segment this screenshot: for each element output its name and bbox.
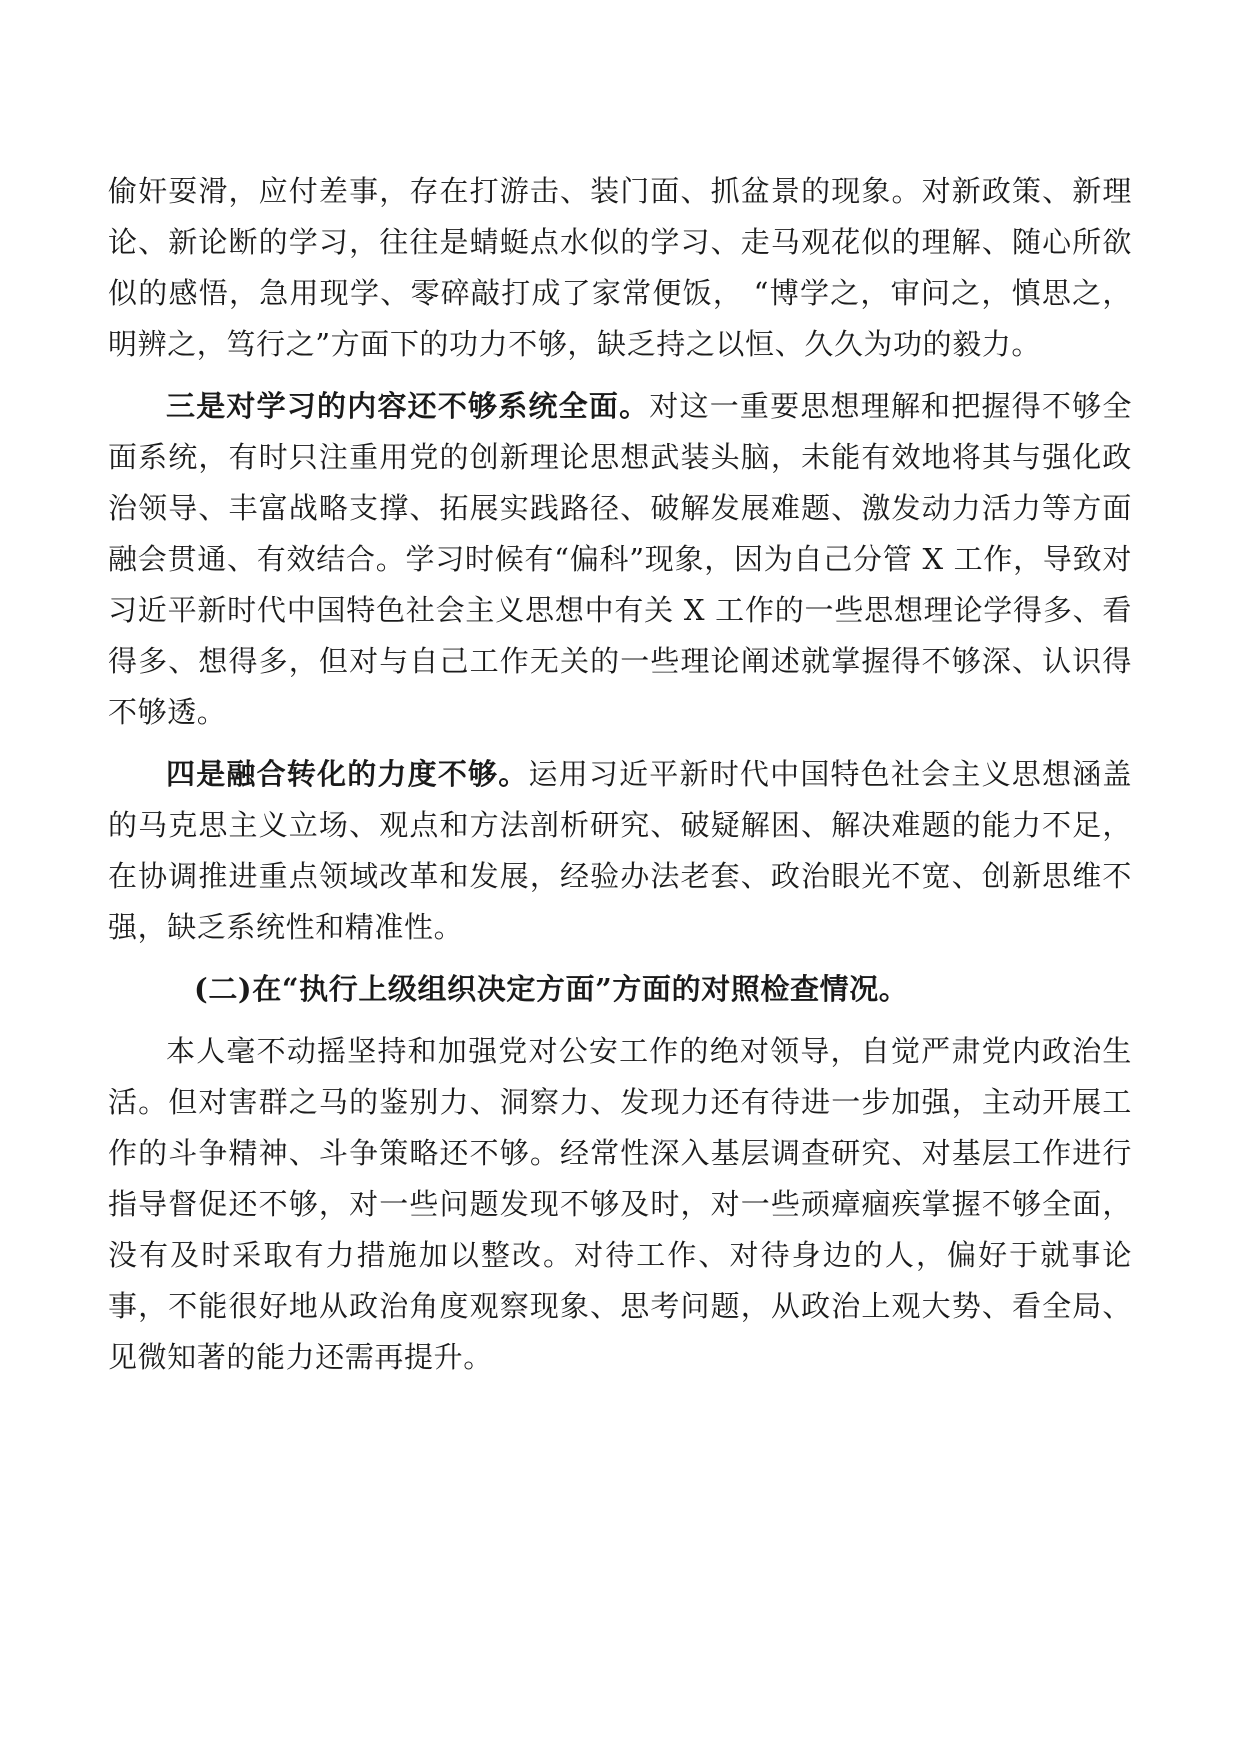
paragraph-item-three <box>108 381 1132 738</box>
paragraph-text: 偷奸耍滑，应付差事，存在打游击、装门面、抓盆景的现象。对新政策、新理论、新论断的学习，往往是蜻蜓点水似的学习、走马观花似的理解、随心所欲似的感悟，急用现学、零碎敲打成了家常便饭， “博学之，审问之，慎思之，明辨之，笃行之”方面下的功力不够，缺乏持之以恒、久久为功的毅力。 <box>108 174 1132 361</box>
paragraph-section-body <box>108 1026 1132 1383</box>
paragraph-lead: 三是对学习的内容还不够系统全面。 <box>166 389 650 423</box>
paragraph-text: 本人毫不动摇坚持和加强党对公安工作的绝对领导，自觉严肃党内政治生活。但对害群之马的鉴别力、洞察力、发现力还有待进一步加强，主动开展工作的斗争精神、斗争策略还不够。经常性深入基层调查研究、对基层工作进行指导督促还不够，对一些问题发现不够及时，对一些顽瘴痼疾掌握不够全面，没有及时采取有力措施加以整改。对待工作、对待身边的人，偏好于就事论事，不能很好地从政治角度观察现象、思考问题，从政治上观大势、看全局、见微知著的能力还需再提升。 <box>108 1034 1132 1374</box>
document-page <box>108 166 1132 1383</box>
paragraph-item-four <box>108 749 1132 953</box>
paragraph-continued <box>108 166 1132 370</box>
paragraph-text: 对这一重要思想理解和把握得不够全面系统，有时只注重用党的创新理论思想武装头脑，未能有效地将其与强化政治领导、丰富战略支撑、拓展实践路径、破解发展难题、激发动力活力等方面融会贯通、有效结合。学习时候有“偏科”现象，因为自己分管 X 工作，导致对习近平新时代中国特色社会主义思想中有关 X 工作的一些思想理论学得多、看得多、想得多，但对与自己工作无关的一些理论阐述就掌握得不够深、认识得不够透。 <box>108 389 1132 729</box>
paragraph-text: 运用习近平新时代中国特色社会主义思想涵盖的马克思主义立场、观点和方法剖析研究、破疑解困、解决难题的能力不足，在协调推进重点领域改革和发展，经验办法老套、政治眼光不宽、创新思维不强，缺乏系统性和精准性。 <box>108 757 1132 944</box>
section-heading: (二)在“执行上级组织决定方面”方面的对照检查情况。 <box>194 972 909 1006</box>
paragraph-lead: 四是融合转化的力度不够。 <box>166 757 529 791</box>
